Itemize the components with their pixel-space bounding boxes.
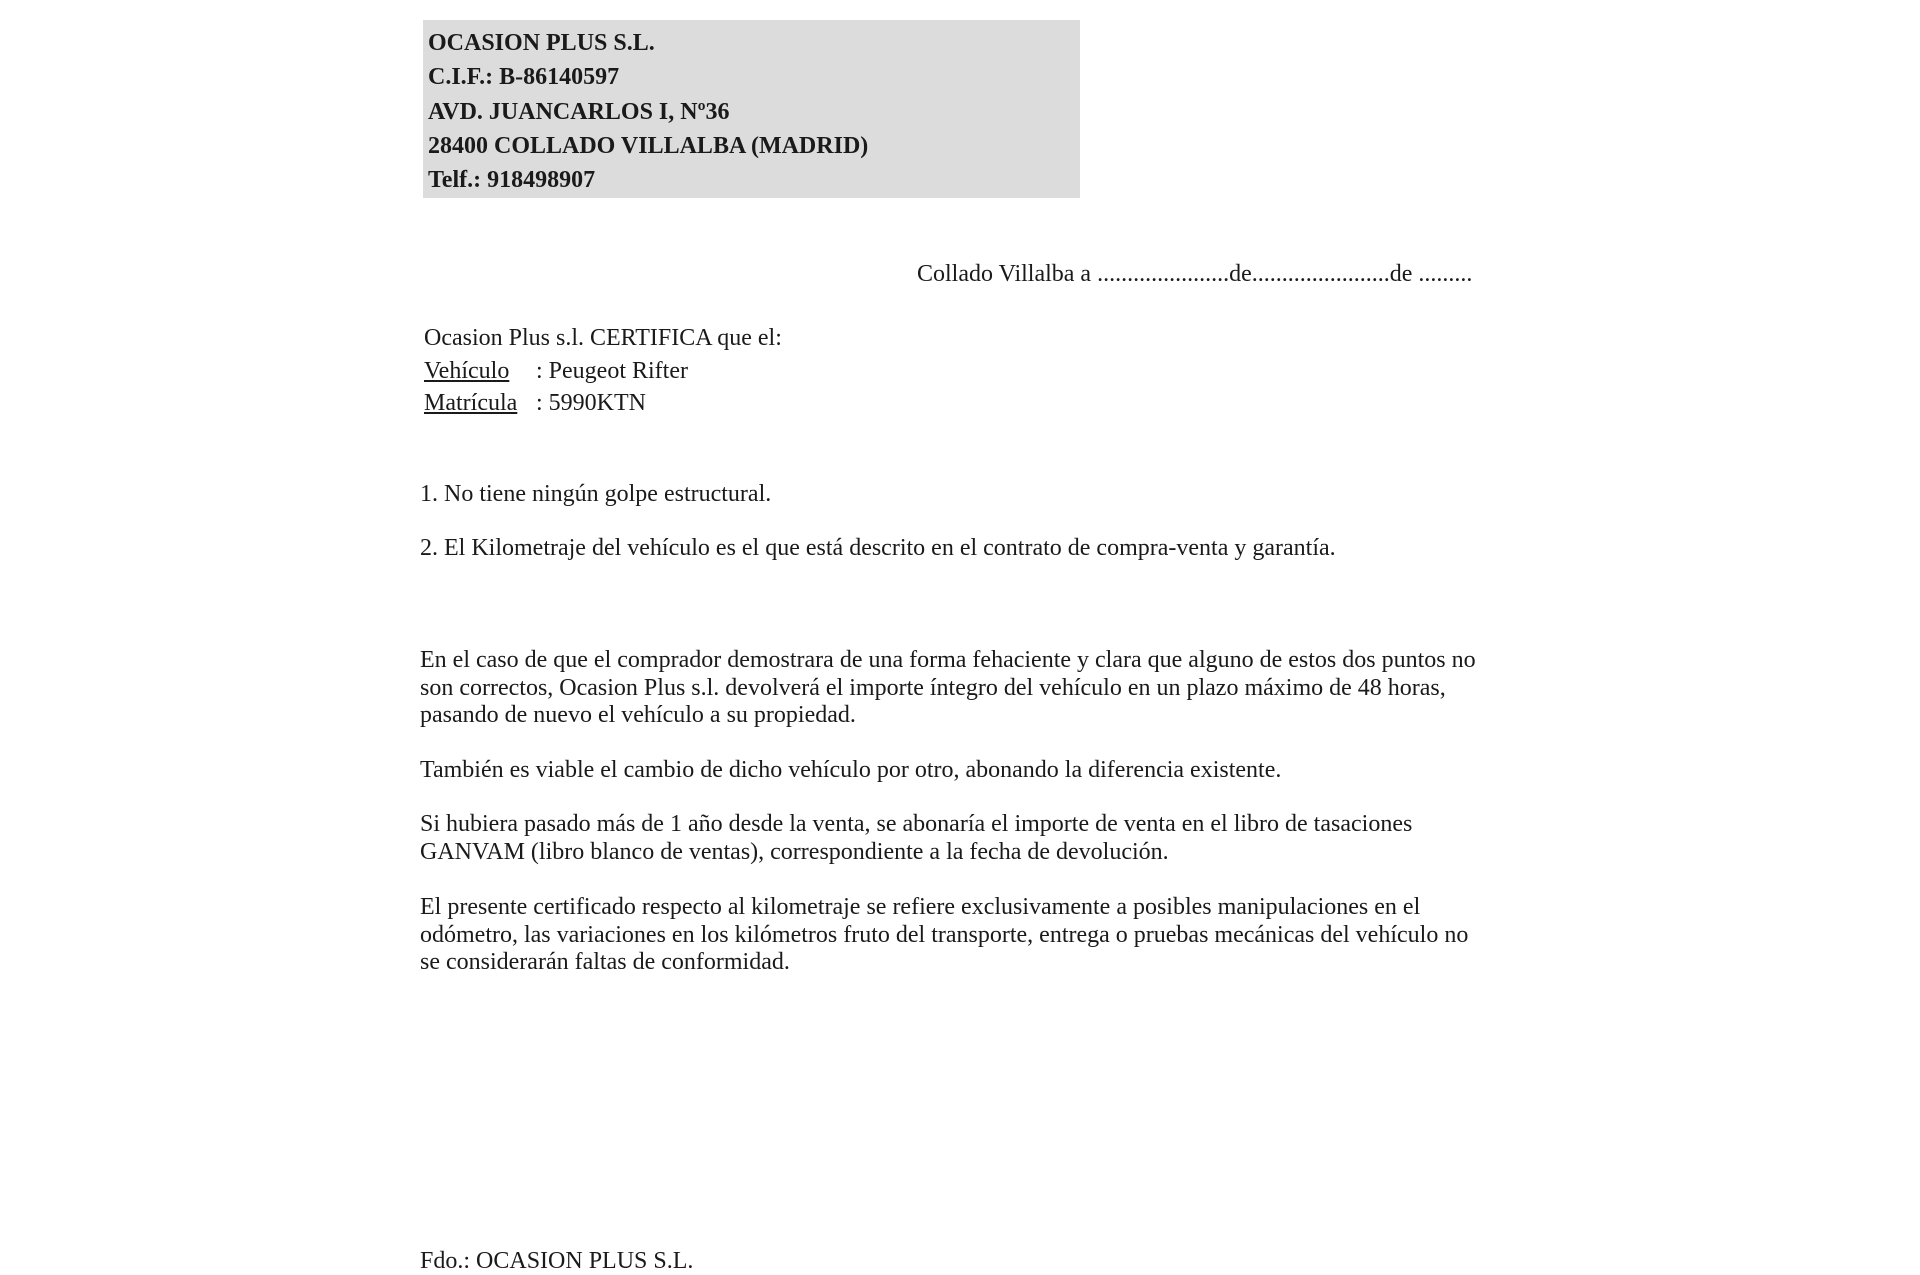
paragraph-ganvam (420, 811, 1520, 866)
point-structural: 1. No tiene ningún golpe estructural. (420, 481, 772, 507)
company-cif: C.I.F.: B-86140597 (428, 64, 620, 91)
vehicle-row (424, 358, 688, 385)
paragraph-line: se considerarán faltas de conformidad. (420, 949, 790, 975)
paragraph-refund (420, 647, 1520, 730)
vehicle-value: : Peugeot Rifter (536, 358, 688, 384)
paragraph-odometer (420, 894, 1520, 977)
paragraph-line: El presente certificado respecto al kilometraje se refiere exclusivamente a posibles manipulaciones en el (420, 894, 1421, 920)
paragraph-line: También es viable el cambio de dicho vehículo por otro, abonando la diferencia existente. (420, 757, 1282, 783)
paragraph-line: son correctos, Ocasion Plus s.l. devolverá el importe íntegro del vehículo en un plazo máximo de 48 horas, (420, 674, 1446, 701)
point-mileage: 2. El Kilometraje del vehículo es el que está descrito en el contrato de compra-venta y garantía. (420, 535, 1336, 561)
signature-line: Fdo.: OCASION PLUS S.L. (420, 1248, 694, 1274)
vehicle-label: Vehículo (424, 358, 510, 384)
company-address: AVD. JUANCARLOS I, Nº36 (428, 98, 730, 125)
plate-row (424, 390, 646, 417)
plate-label: Matrícula (424, 390, 518, 416)
paragraph-line: pasando de nuevo el vehículo a su propiedad. (420, 702, 856, 728)
paragraph-line: odómetro, las variaciones en los kilómetros fruto del transporte, entrega o pruebas mecánicas del vehículo no (420, 921, 1469, 948)
plate-value: : 5990KTN (536, 390, 646, 416)
company-name: OCASION PLUS S.L. (428, 30, 655, 56)
certifica-intro: Ocasion Plus s.l. CERTIFICA que el: (424, 325, 782, 351)
paragraph-line: En el caso de que el comprador demostrara de una forma fehaciente y clara que alguno de estos dos puntos no (420, 647, 1476, 673)
paragraph-line: GANVAM (libro blanco de ventas), correspondiente a la fecha de devolución. (420, 838, 1169, 865)
date-line: Collado Villalba a ......................de.......................de ......... (917, 261, 1473, 287)
company-city: 28400 COLLADO VILLALBA (MADRID) (428, 132, 869, 159)
company-header-box (423, 20, 1080, 198)
paragraph-line: Si hubiera pasado más de 1 año desde la venta, se abonaría el importe de venta en el libro de tasaciones (420, 811, 1413, 837)
paragraph-exchange (420, 757, 1520, 785)
company-phone: Telf.: 918498907 (428, 167, 596, 194)
